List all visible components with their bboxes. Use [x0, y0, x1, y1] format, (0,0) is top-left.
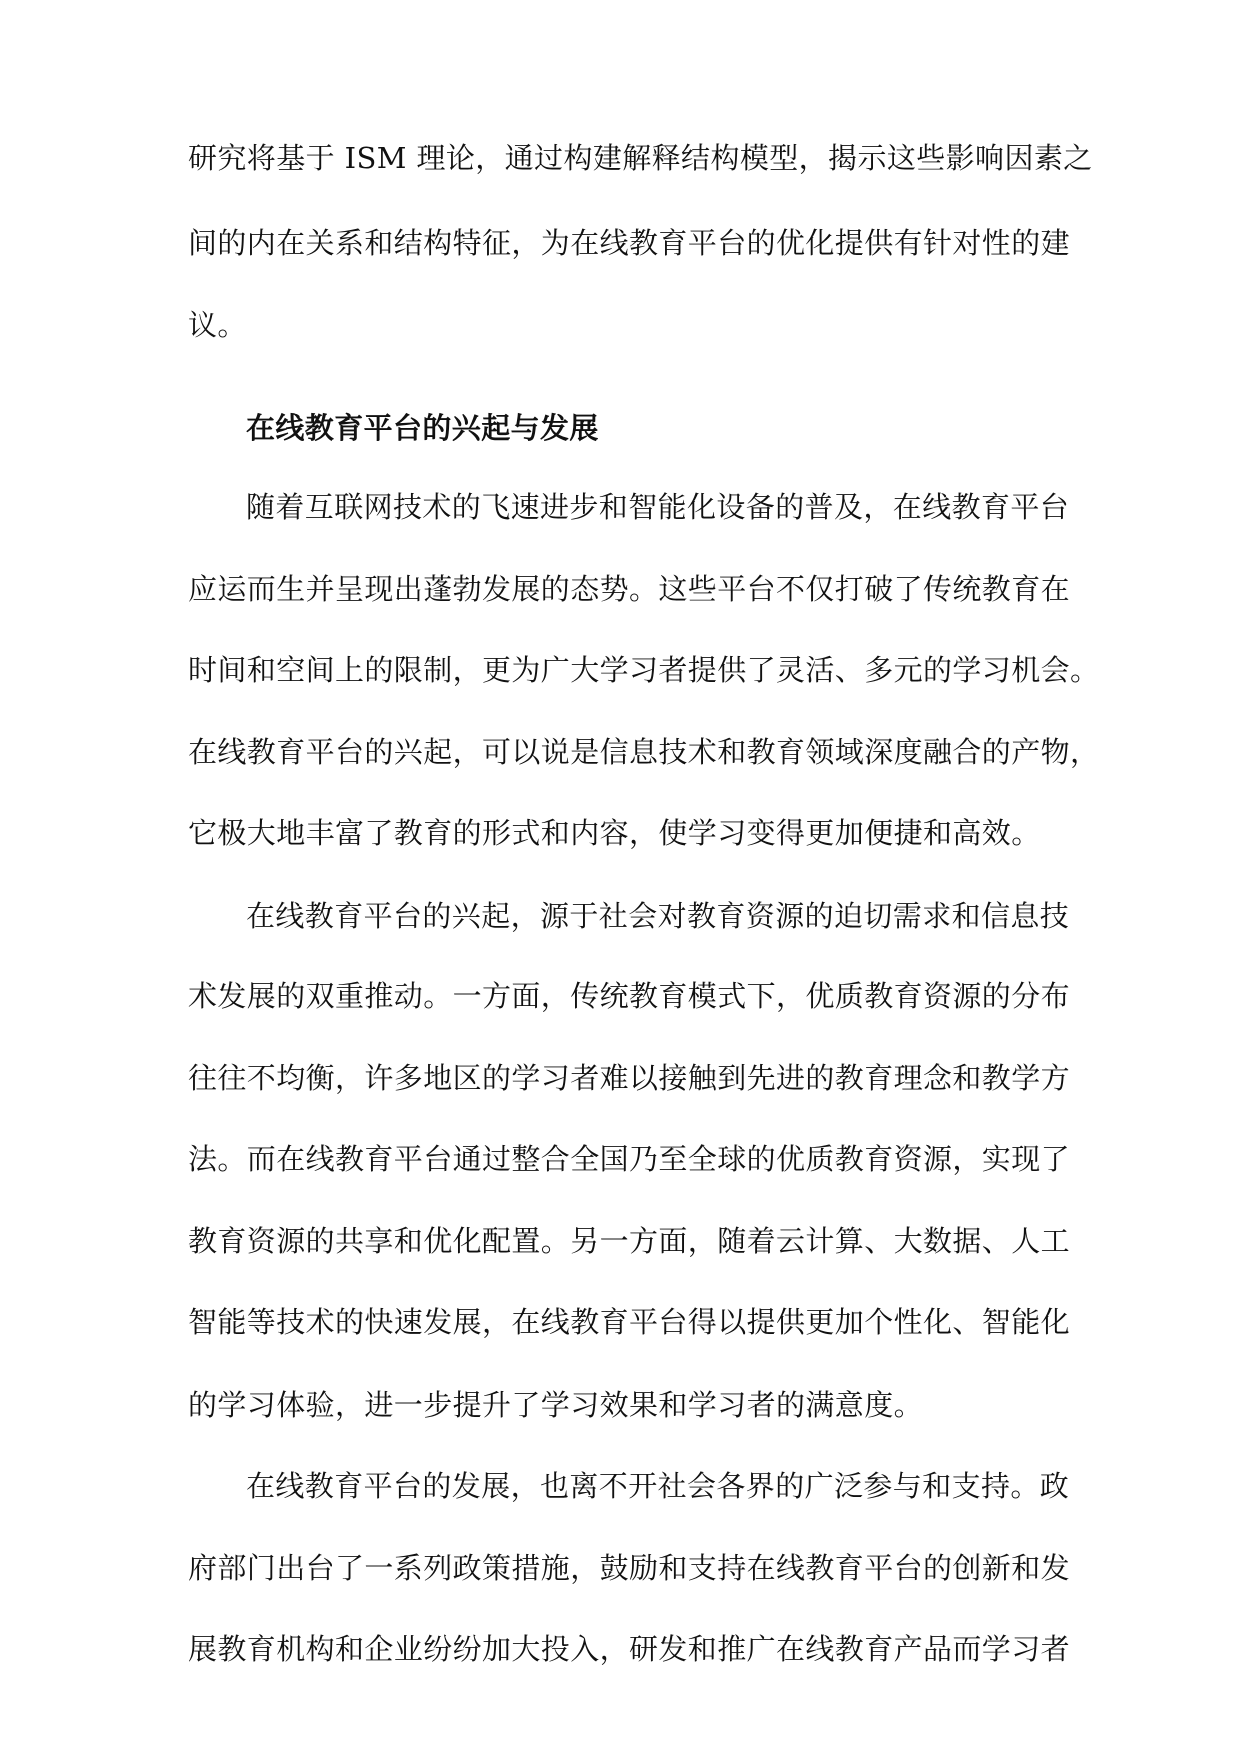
- p1-line-2: 应运而生并呈现出蓬勃发展的态势。这些平台不仅打破了传统教育在: [188, 572, 1071, 606]
- p2-line-3: 往往不均衡，许多地区的学习者难以接触到先进的教育理念和教学方: [188, 1061, 1071, 1095]
- p3-line-2: 府部门出台了一系列政策措施，鼓励和支持在线教育平台的创新和发: [188, 1551, 1071, 1585]
- p2-line-1: 在线教育平台的兴起，源于社会对教育资源的迫切需求和信息技: [246, 899, 1070, 933]
- p1-line-3: 时间和空间上的限制，更为广大学习者提供了灵活、多元的学习机会。: [188, 653, 1100, 687]
- p2-line-7: 的学习体验，进一步提升了学习效果和学习者的满意度。: [188, 1388, 924, 1422]
- p1-line-4: 在线教育平台的兴起，可以说是信息技术和教育领域深度融合的产物，: [188, 735, 1100, 769]
- p3-line-3: 展教育机构和企业纷纷加大投入，研发和推广在线教育产品而学习者: [188, 1632, 1071, 1666]
- intro-line-2: 间的内在关系和结构特征，为在线教育平台的优化提供有针对性的建: [188, 226, 1071, 260]
- intro-line-1: 研究将基于 ISM 理论，通过构建解释结构模型，揭示这些影响因素之: [188, 141, 1093, 175]
- p3-line-1: 在线教育平台的发展，也离不开社会各界的广泛参与和支持。政: [246, 1469, 1070, 1503]
- p2-line-4: 法。而在线教育平台通过整合全国乃至全球的优质教育资源，实现了: [188, 1142, 1071, 1176]
- intro-line-3: 议。: [188, 308, 247, 342]
- section-heading: 在线教育平台的兴起与发展: [246, 411, 599, 445]
- p2-line-2: 术发展的双重推动。一方面，传统教育模式下，优质教育资源的分布: [188, 979, 1071, 1013]
- p1-line-5: 它极大地丰富了教育的形式和内容，使学习变得更加便捷和高效。: [188, 816, 1041, 850]
- p1-line-1: 随着互联网技术的飞速进步和智能化设备的普及，在线教育平台: [246, 490, 1070, 524]
- p2-line-6: 智能等技术的快速发展，在线教育平台得以提供更加个性化、智能化: [188, 1305, 1071, 1339]
- p2-line-5: 教育资源的共享和优化配置。另一方面，随着云计算、大数据、人工: [188, 1224, 1071, 1258]
